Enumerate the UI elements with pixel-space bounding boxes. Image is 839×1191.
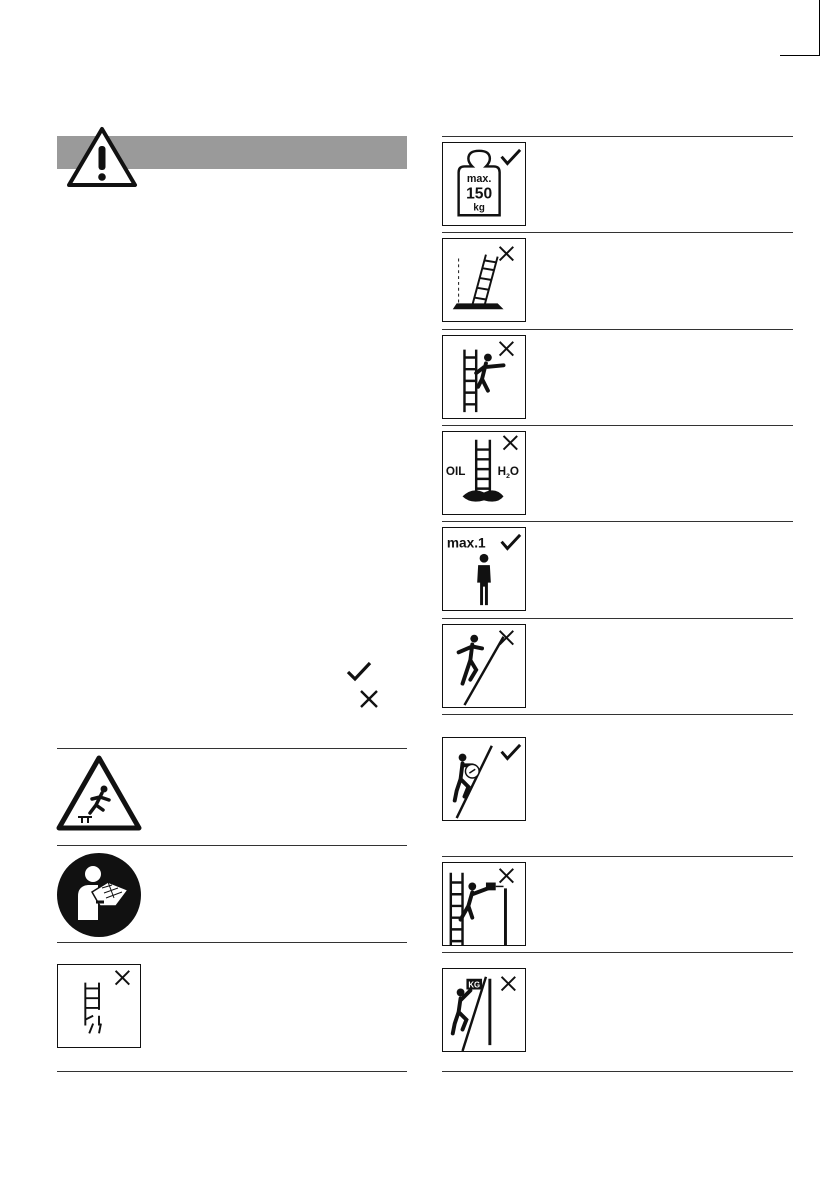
divider: [57, 845, 407, 846]
water-sub: 2: [506, 472, 510, 480]
water-label: H: [497, 464, 507, 478]
divider: [442, 714, 793, 715]
ladder-wrong-angle-icon: [442, 238, 526, 322]
divider: [442, 856, 793, 857]
cross-icon: [358, 688, 380, 710]
divider: [442, 1071, 793, 1072]
oil-label: OIL: [445, 464, 466, 478]
max-load-weight-icon: [442, 142, 526, 226]
divider: [442, 425, 793, 426]
tool-belt-climbing-icon: [442, 737, 526, 821]
max-label: max.: [466, 173, 492, 186]
divider: [442, 232, 793, 233]
fall-hazard-warning-icon: [56, 755, 142, 831]
checkmark-icon: [346, 660, 372, 682]
one-person-icon: [442, 527, 526, 611]
drilling-sideways-icon: [442, 862, 526, 946]
divider: [57, 1071, 407, 1072]
carrying-load-icon: [442, 968, 526, 1052]
damaged-ladder-icon: [57, 964, 141, 1048]
divider: [442, 521, 793, 522]
divider: [442, 952, 793, 953]
read-manual-icon: [56, 852, 142, 938]
crop-mark: [819, 0, 820, 56]
divider: [57, 942, 407, 943]
load-unit: kg: [473, 202, 485, 214]
divider: [57, 748, 407, 749]
divider: [442, 329, 793, 330]
one-hand-climbing-icon: [442, 624, 526, 708]
leaning-sideways-icon: [442, 335, 526, 419]
divider: [442, 618, 793, 619]
divider: [442, 136, 793, 137]
svg-text:H2O: [498, 465, 519, 480]
crop-mark: [780, 55, 820, 56]
warning-triangle-icon: [66, 126, 138, 188]
max-persons-label: max.1: [446, 535, 486, 551]
carry-label: KG: [468, 980, 481, 990]
slippery-ground-icon: [442, 431, 526, 515]
water-suffix: O: [509, 464, 520, 478]
load-value: 150: [466, 185, 493, 203]
